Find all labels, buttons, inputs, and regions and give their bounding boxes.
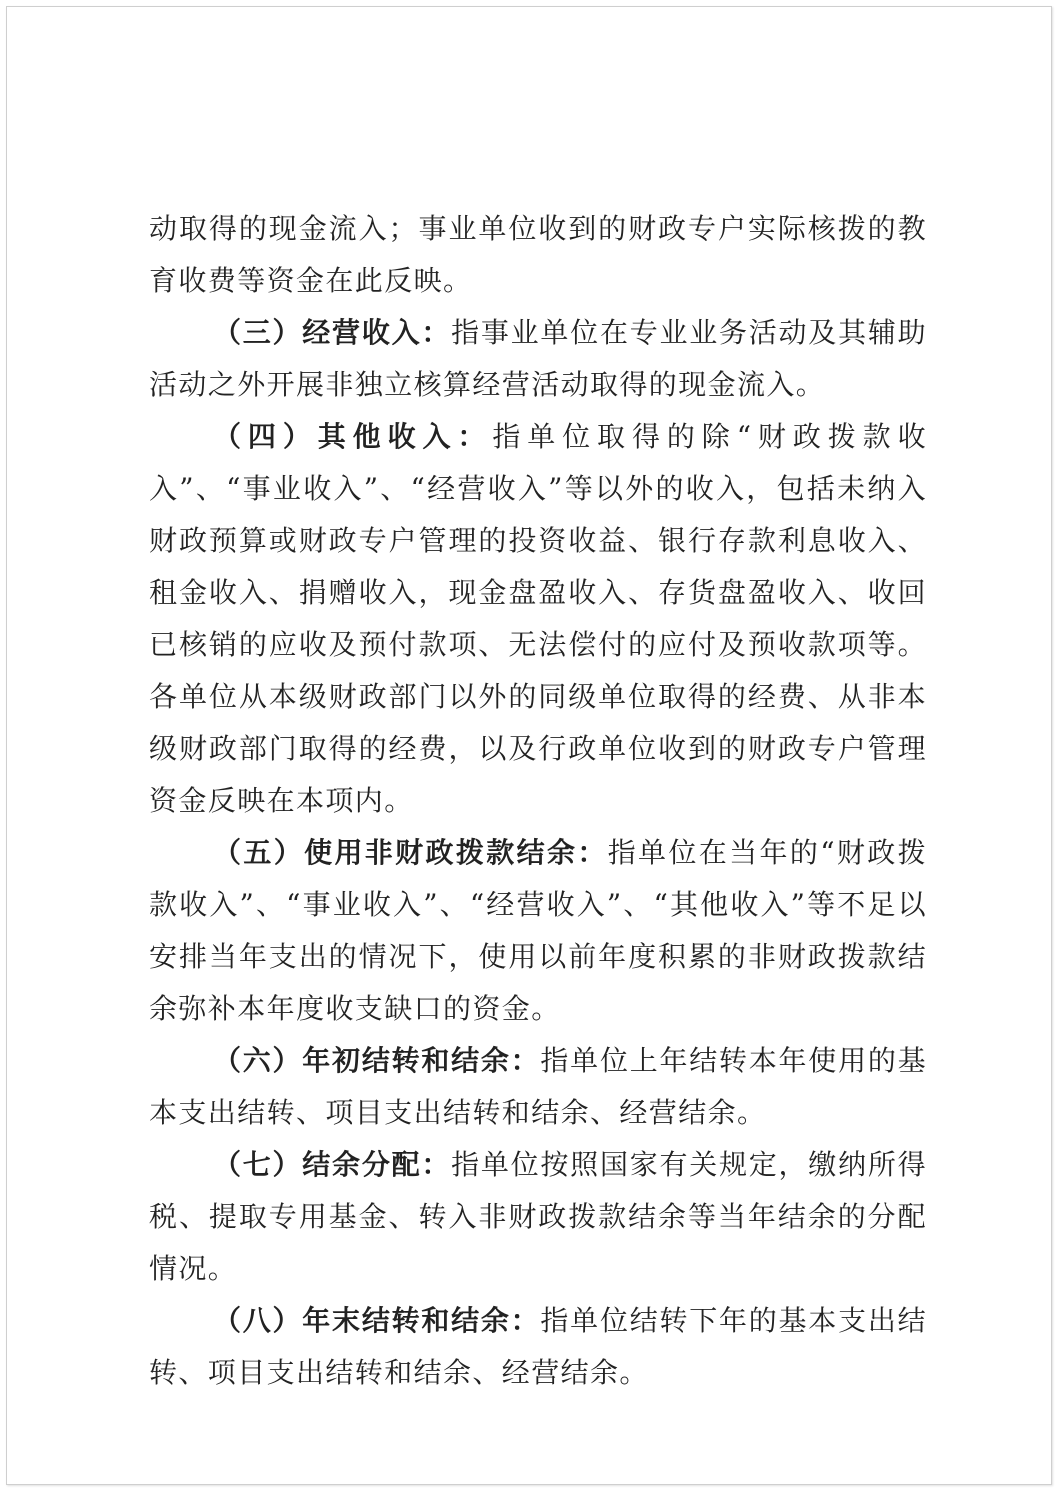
term-operating-income: （三）经营收入： <box>213 316 452 349</box>
paragraph-non-fiscal-balance <box>149 827 927 1035</box>
paragraph-opening-carryover <box>149 1035 927 1139</box>
paragraph-text: 指单位在当年的“财政拨款收入”、“事业收入”、“经营收入”、“其他收入”等不足以安排当年支出的情况下，使用以前年度积累的非财政拨款结余弥补本年度收支缺口的资金。 <box>149 836 928 1025</box>
paragraph-text: 指单位结转下年的基本支出结转、项目支出结转和结余、经营结余。 <box>149 1304 928 1389</box>
term-non-fiscal-balance: （五）使用非财政拨款结余： <box>213 836 608 869</box>
paragraph-text: 指事业单位在专业业务活动及其辅助活动之外开展非独立核算经营活动取得的现金流入。 <box>149 316 927 401</box>
term-opening-carryover: （六）年初结转和结余： <box>213 1044 541 1077</box>
term-closing-carryover: （八）年末结转和结余： <box>213 1304 541 1337</box>
paragraph-continuation <box>149 203 927 307</box>
paragraph-text: 指单位取得的除“财政拨款收入”、“事业收入”、“经营收入”等以外的收入，包括未纳入财政预算或财政专户管理的投资收益、银行存款利息收入、租金收入、捐赠收入，现金盘盈收入、存货盘盈收入、收回已核销的应收及预付款项、无法偿付的应付及预收款项等。各单位从本级财政部门以外的同级单位取得的经费、从非本级财政部门取得的经费，以及行政单位收到的财政专户管理资金反映在本项内。 <box>149 420 927 817</box>
paragraph-text: 指单位上年结转本年使用的基本支出结转、项目支出结转和结余、经营结余。 <box>149 1044 928 1129</box>
term-other-income: （四）其他收入： <box>213 420 493 453</box>
paragraph-surplus-distribution <box>149 1139 927 1295</box>
paragraph-text: 指单位按照国家有关规定，缴纳所得税、提取专用基金、转入非财政拨款结余等当年结余的分配情况。 <box>149 1148 927 1285</box>
paragraph-closing-carryover <box>149 1295 927 1399</box>
paragraph-other-income <box>149 411 927 827</box>
paragraph-text: 动取得的现金流入；事业单位收到的财政专户实际核拨的教育收费等资金在此反映。 <box>149 212 927 297</box>
document-body <box>149 203 927 1399</box>
page <box>6 6 1052 1485</box>
paragraph-operating-income <box>149 307 927 411</box>
term-surplus-distribution: （七）结余分配： <box>213 1148 452 1181</box>
